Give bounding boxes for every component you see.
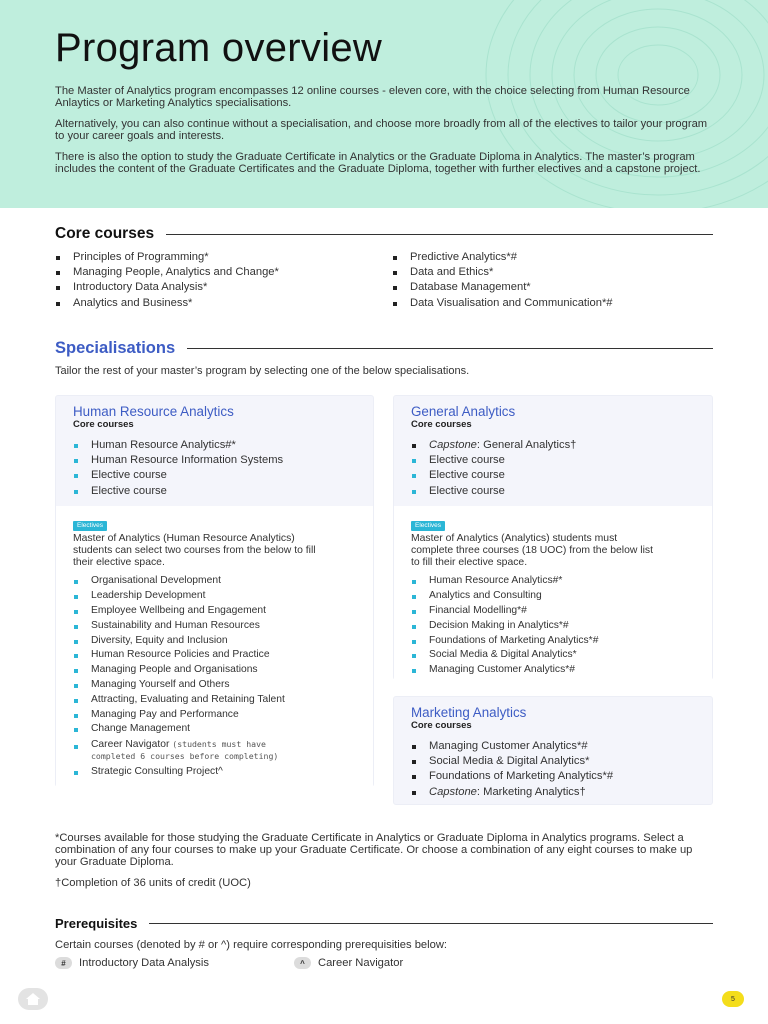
dagger-note: †Completion of 36 units of credit (UOC)	[55, 877, 251, 889]
list-item: Foundations of Marketing Analytics*#	[411, 769, 696, 784]
hash-symbol-pill: #	[55, 957, 72, 969]
electives-badge: Electives	[411, 521, 445, 531]
list-item: Human Resource Analytics#*	[411, 574, 696, 589]
intro-paragraph: The Master of Analytics program encompasses 12 online courses - eleven core, with the choice selecting from Human Resource Anlaytics or Marketing Analytics specialisations.	[55, 85, 690, 109]
list-item: Leadership Development	[73, 589, 357, 604]
intro-paragraph: Alternatively, you can also continue without a specialisation, and choose more broadly from all of the electives to tailor your program to your career goals and interests.	[55, 118, 708, 142]
list-item: Elective course	[411, 484, 696, 499]
general-core-list	[411, 438, 696, 453]
career-navigator-note: completed 6 courses before completing)	[91, 750, 279, 761]
electives-description: Master of Analytics (Analytics) students must complete three courses (18 UOC) from the below list to fill their elective space.	[411, 533, 653, 568]
prerequisites-subtitle: Certain courses (denoted by # or ^) require corresponding prerequisities below:	[55, 939, 448, 951]
page-title: Program overview	[55, 26, 383, 70]
specialisations-title: Specialisations	[55, 339, 176, 357]
caret-symbol-pill: ^	[294, 957, 311, 969]
list-item: Sustainability and Human Resources	[73, 619, 357, 634]
list-item: Social Media & Digital Analytics*	[411, 754, 696, 769]
general-analytics-card	[393, 395, 713, 680]
list-item: Change Management	[73, 722, 357, 737]
divider	[149, 923, 713, 924]
divider	[166, 234, 713, 235]
prerequisite-item	[294, 957, 403, 969]
capstone-label: Capstone	[429, 439, 477, 451]
list-item	[411, 438, 696, 453]
general-electives-panel	[394, 506, 712, 680]
list-item: Database Management*	[392, 280, 712, 295]
capstone-text: : General Analytics†	[476, 439, 577, 451]
list-item: Managing Pay and Performance	[73, 708, 357, 723]
list-item: Social Media & Digital Analytics*	[411, 648, 696, 663]
list-item: Data and Ethics*	[392, 265, 712, 280]
list-item: Principles of Programming*	[55, 250, 375, 265]
hr-analytics-card	[55, 395, 374, 787]
list-item: Strategic Consulting Project^	[73, 765, 357, 780]
specialisations-heading	[55, 339, 713, 358]
general-electives-list	[411, 574, 696, 678]
home-button[interactable]	[18, 988, 48, 1010]
divider	[187, 348, 713, 349]
card-title: General Analytics	[411, 404, 516, 419]
card-title: Marketing Analytics	[411, 705, 527, 720]
intro-text	[55, 85, 715, 184]
marketing-analytics-card	[393, 696, 713, 805]
asterisk-note: *Courses available for those studying the Graduate Certificate in Analytics or Graduate Diploma in Analytics programs. Select a combination of any four courses to make up your Graduate Certificate. Or choose a combination of any eight courses to make up your Graduate Diploma.	[55, 832, 693, 868]
list-item: Employee Wellbeing and Engagement	[73, 604, 357, 619]
prerequisite-label: Career Navigator	[318, 957, 404, 969]
list-item: Attracting, Evaluating and Retaining Talent	[73, 693, 357, 708]
list-item	[73, 739, 357, 762]
prerequisites-title: Prerequisites	[55, 916, 138, 931]
list-item: Introductory Data Analysis*	[55, 280, 375, 295]
list-item: Managing Customer Analytics*#	[411, 739, 696, 754]
list-item: Predictive Analytics*#	[392, 250, 712, 265]
list-item: Elective course	[73, 468, 357, 483]
core-courses-heading	[55, 225, 713, 243]
home-icon	[26, 993, 40, 1005]
list-item: Managing Yourself and Others	[73, 678, 357, 693]
core-courses-list-left	[55, 250, 375, 311]
list-item: Human Resource Information Systems	[73, 453, 357, 468]
list-item: Managing People, Analytics and Change*	[55, 265, 375, 280]
hero-banner	[0, 0, 768, 208]
footnotes	[55, 832, 695, 898]
capstone-label: Capstone	[429, 785, 477, 798]
list-item: Managing People and Organisations	[73, 663, 357, 678]
prerequisite-item	[55, 957, 209, 969]
marketing-core-list	[411, 739, 696, 800]
list-item: Foundations of Marketing Analytics*#	[411, 634, 696, 649]
prerequisites-heading	[55, 916, 713, 931]
capstone-text: : Marketing Analytics†	[476, 785, 586, 798]
card-subtitle: Core courses	[411, 720, 472, 731]
card-subtitle: Core courses	[73, 419, 134, 430]
list-item: Human Resource Analytics#*	[73, 438, 357, 453]
list-item: Managing Customer Analytics*#	[411, 663, 696, 678]
hr-core-list	[73, 438, 357, 499]
list-item: Human Resource Policies and Practice	[73, 648, 357, 663]
hr-electives-list	[73, 574, 357, 780]
list-item: Elective course	[411, 468, 696, 483]
prerequisite-label: Introductory Data Analysis	[79, 957, 209, 969]
page-number-badge: 5	[722, 991, 744, 1007]
career-navigator-label: Career Navigator	[91, 739, 170, 751]
list-item: Analytics and Business*	[55, 296, 375, 311]
list-item: Elective course	[411, 453, 696, 468]
list-item: Organisational Development	[73, 574, 357, 589]
list-item: Elective course	[73, 484, 357, 499]
list-item: Financial Modelling*#	[411, 604, 696, 619]
core-courses-list-right	[392, 250, 712, 311]
core-courses-title: Core courses	[55, 225, 155, 242]
hr-electives-panel	[56, 506, 373, 787]
list-item: Diversity, Equity and Inclusion	[73, 634, 357, 649]
list-item: Data Visualisation and Communication*#	[392, 296, 712, 311]
card-title: Human Resource Analytics	[73, 404, 234, 419]
specialisations-subtitle: Tailor the rest of your master’s program by selecting one of the below specialisations.	[55, 365, 470, 377]
list-item: Analytics and Consulting	[411, 589, 696, 604]
list-item	[411, 785, 696, 800]
career-navigator-note: (students must have	[172, 739, 266, 750]
list-item: Decision Making in Analytics*#	[411, 619, 696, 634]
electives-badge: Electives	[73, 521, 107, 531]
card-subtitle: Core courses	[411, 419, 472, 430]
electives-description: Master of Analytics (Human Resource Analytics) students can select two courses from the below to fill their elective space.	[73, 533, 316, 568]
intro-paragraph: There is also the option to study the Graduate Certificate in Analytics or the Graduate Diploma in Analytics. The master’s program includes the content of the Graduate Certificates and the Graduate Diploma, together with further electives and a capstone project.	[55, 151, 701, 175]
general-core-list-cont	[411, 453, 696, 499]
